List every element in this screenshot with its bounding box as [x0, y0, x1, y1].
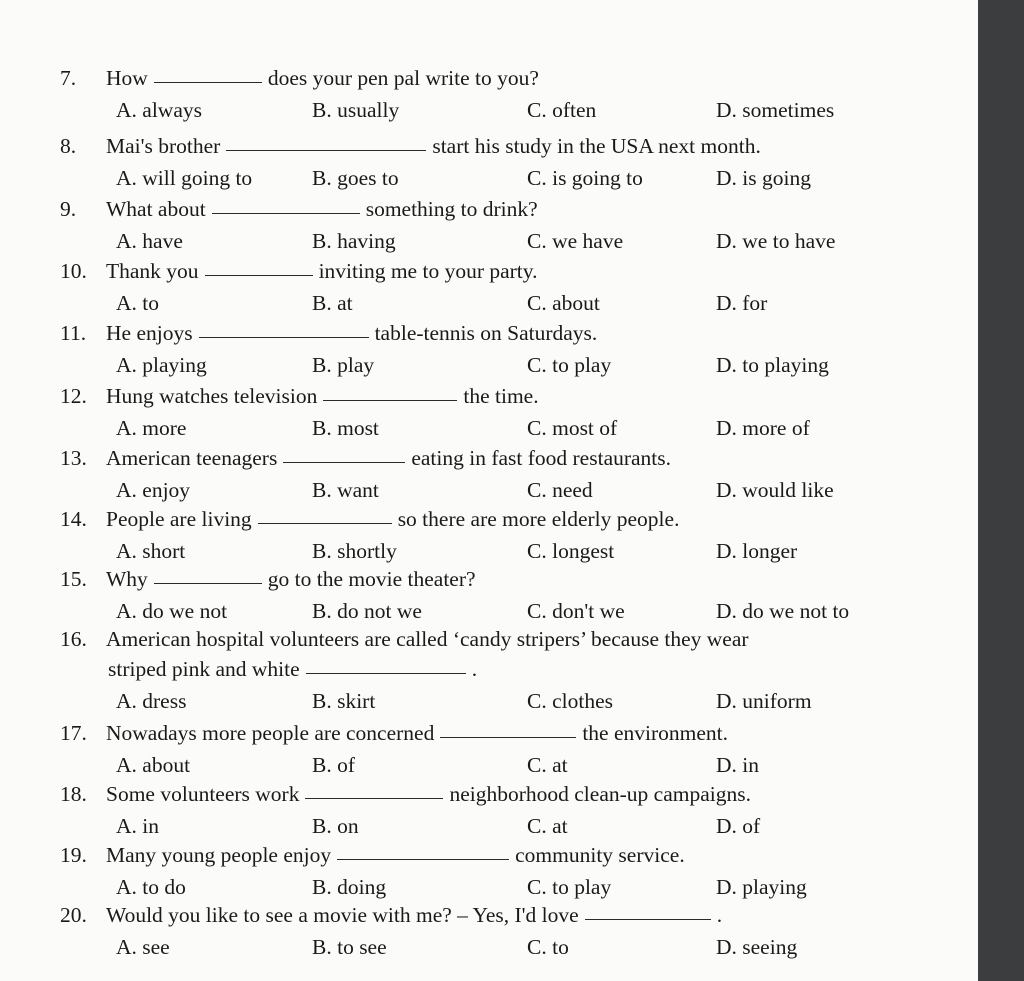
stem-text-before: Some volunteers work [106, 782, 300, 806]
option-c: C. don't we [527, 599, 625, 623]
stem-text-after: table-tennis on Saturdays. [374, 321, 598, 345]
stem-text-before: American hospital volunteers are called ‘candy stripers’ because they wear [106, 627, 749, 651]
options-row [0, 478, 978, 506]
options-row [0, 814, 978, 842]
option-b: B. to see [312, 935, 387, 959]
option-a: A. to [116, 291, 159, 315]
answer-blank [337, 858, 509, 860]
option-a: A. enjoy [116, 478, 191, 502]
answer-blank [212, 212, 360, 214]
question-stem [60, 843, 685, 868]
option-d: D. is going [716, 166, 811, 190]
question-number: 14. [60, 507, 87, 531]
question-stem [60, 66, 539, 91]
option-c: C. longest [527, 539, 615, 563]
options-row [0, 291, 978, 319]
question-number: 12. [60, 384, 87, 408]
question-number: 17. [60, 721, 87, 745]
stem-text-before: Nowadays more people are concerned [106, 721, 435, 745]
stem-text-after: eating in fast food restaurants. [411, 446, 672, 470]
option-c: C. need [527, 478, 593, 502]
question-stem [60, 567, 476, 592]
answer-blank [154, 582, 262, 584]
question-number: 18. [60, 782, 87, 806]
option-a: A. about [116, 753, 191, 777]
option-d: D. would like [716, 478, 834, 502]
stem-continuation [108, 657, 477, 682]
question-number: 10. [60, 259, 87, 283]
question-stem [60, 197, 538, 222]
option-a: A. dress [116, 689, 187, 713]
stem-text-after: the environment. [582, 721, 729, 745]
option-a: A. do we not [116, 599, 228, 623]
option-a: A. playing [116, 353, 207, 377]
stem-text-after: something to drink? [365, 197, 538, 221]
answer-blank [283, 461, 405, 463]
option-d: D. of [716, 814, 761, 838]
question-number: 15. [60, 567, 87, 591]
option-a: A. have [116, 229, 183, 253]
question-stem [60, 627, 749, 652]
question-number: 20. [60, 903, 87, 927]
answer-blank [440, 736, 576, 738]
cropped-next-line [60, 969, 560, 981]
option-b: B. having [312, 229, 396, 253]
question-number: 13. [60, 446, 87, 470]
stem-text-after: neighborhood clean-up campaigns. [449, 782, 751, 806]
option-d: D. longer [716, 539, 798, 563]
answer-blank [154, 81, 262, 83]
answer-blank [305, 797, 443, 799]
option-a: A. will going to [116, 166, 253, 190]
stem-text-after: community service. [515, 843, 685, 867]
stem-text-before: Mai's brother [106, 134, 221, 158]
question-number: 16. [60, 627, 87, 651]
option-b: B. at [312, 291, 353, 315]
stem-text-after: does your pen pal write to you? [267, 66, 539, 90]
question-stem [60, 321, 597, 346]
option-c: C. to [527, 935, 569, 959]
question-stem [60, 721, 728, 746]
option-d: D. playing [716, 875, 807, 899]
question-number: 8. [60, 134, 77, 158]
stem-text-after: the time. [463, 384, 539, 408]
option-c: C. is going to [527, 166, 643, 190]
option-a: A. see [116, 935, 170, 959]
stem-text-after: start his study in the USA next month. [432, 134, 761, 158]
question-stem [60, 507, 679, 532]
question-number: 19. [60, 843, 87, 867]
stem-text-after: go to the movie theater? [267, 567, 476, 591]
stem-text-before: Hung watches television [106, 384, 318, 408]
stem-text-before: Thank you [106, 259, 199, 283]
options-row [0, 416, 978, 444]
question-stem [60, 134, 761, 159]
option-d: D. seeing [716, 935, 798, 959]
answer-blank [199, 336, 369, 338]
option-b: B. usually [312, 98, 400, 122]
question-stem [60, 903, 722, 928]
question-stem [60, 782, 751, 807]
option-a: A. always [116, 98, 202, 122]
question-number: 7. [60, 66, 77, 90]
options-row [0, 229, 978, 257]
option-c: C. clothes [527, 689, 613, 713]
answer-blank [205, 274, 313, 276]
option-d: D. do we not to [716, 599, 850, 623]
option-c: C. most of [527, 416, 618, 440]
options-row [0, 599, 978, 627]
option-b: B. want [312, 478, 379, 502]
answer-blank [306, 672, 466, 674]
options-row [0, 353, 978, 381]
options-row [0, 753, 978, 781]
options-row [0, 689, 978, 717]
option-b: B. play [312, 353, 375, 377]
option-c: C. at [527, 814, 568, 838]
option-a: A. in [116, 814, 159, 838]
option-d: D. more of [716, 416, 810, 440]
option-d: D. in [716, 753, 759, 777]
question-number: 9. [60, 197, 77, 221]
option-c: C. about [527, 291, 600, 315]
option-b: B. do not we [312, 599, 422, 623]
option-a: A. more [116, 416, 187, 440]
option-a: A. to do [116, 875, 186, 899]
answer-blank [585, 918, 711, 920]
option-d: D. we to have [716, 229, 836, 253]
option-c: C. we have [527, 229, 624, 253]
stem-text-before: Would you like to see a movie with me? – Yes, I'd love [106, 903, 579, 927]
question-stem [60, 446, 671, 471]
stem-text-before: Why [106, 567, 148, 591]
answer-blank [258, 522, 392, 524]
stem-text-before: How [106, 66, 148, 90]
stem-text-before: Many young people enjoy [106, 843, 332, 867]
option-b: B. on [312, 814, 359, 838]
option-d: D. to playing [716, 353, 829, 377]
option-b: B. goes to [312, 166, 399, 190]
options-row [0, 98, 978, 126]
option-d: D. uniform [716, 689, 812, 713]
options-row [0, 539, 978, 567]
options-row [0, 875, 978, 903]
option-b: B. shortly [312, 539, 397, 563]
stem-continuation-text: striped pink and white [108, 657, 300, 681]
stem-text-before: People are living [106, 507, 252, 531]
option-c: C. often [527, 98, 597, 122]
stem-text-before: What about [106, 197, 206, 221]
option-c: C. to play [527, 875, 612, 899]
stem-text-after: so there are more elderly people. [397, 507, 680, 531]
stem-text-before: American teenagers [106, 446, 278, 470]
option-d: D. for [716, 291, 768, 315]
option-c: C. to play [527, 353, 612, 377]
stem-text-after: . [716, 903, 723, 927]
option-b: B. most [312, 416, 379, 440]
answer-blank [323, 399, 457, 401]
option-d: D. sometimes [716, 98, 835, 122]
stem-text-after: . [471, 657, 478, 681]
dark-edge-bar [978, 0, 1024, 981]
option-b: B. doing [312, 875, 387, 899]
stem-text-before: He enjoys [106, 321, 193, 345]
options-row [0, 935, 978, 963]
question-stem [60, 259, 538, 284]
option-c: C. at [527, 753, 568, 777]
stem-text-after: inviting me to your party. [318, 259, 538, 283]
cropped-text-fragment [60, 976, 560, 981]
question-stem [60, 384, 539, 409]
options-row [0, 166, 978, 194]
answer-blank [226, 149, 426, 151]
option-b: B. of [312, 753, 355, 777]
question-number: 11. [60, 321, 87, 345]
option-a: A. short [116, 539, 186, 563]
option-b: B. skirt [312, 689, 376, 713]
